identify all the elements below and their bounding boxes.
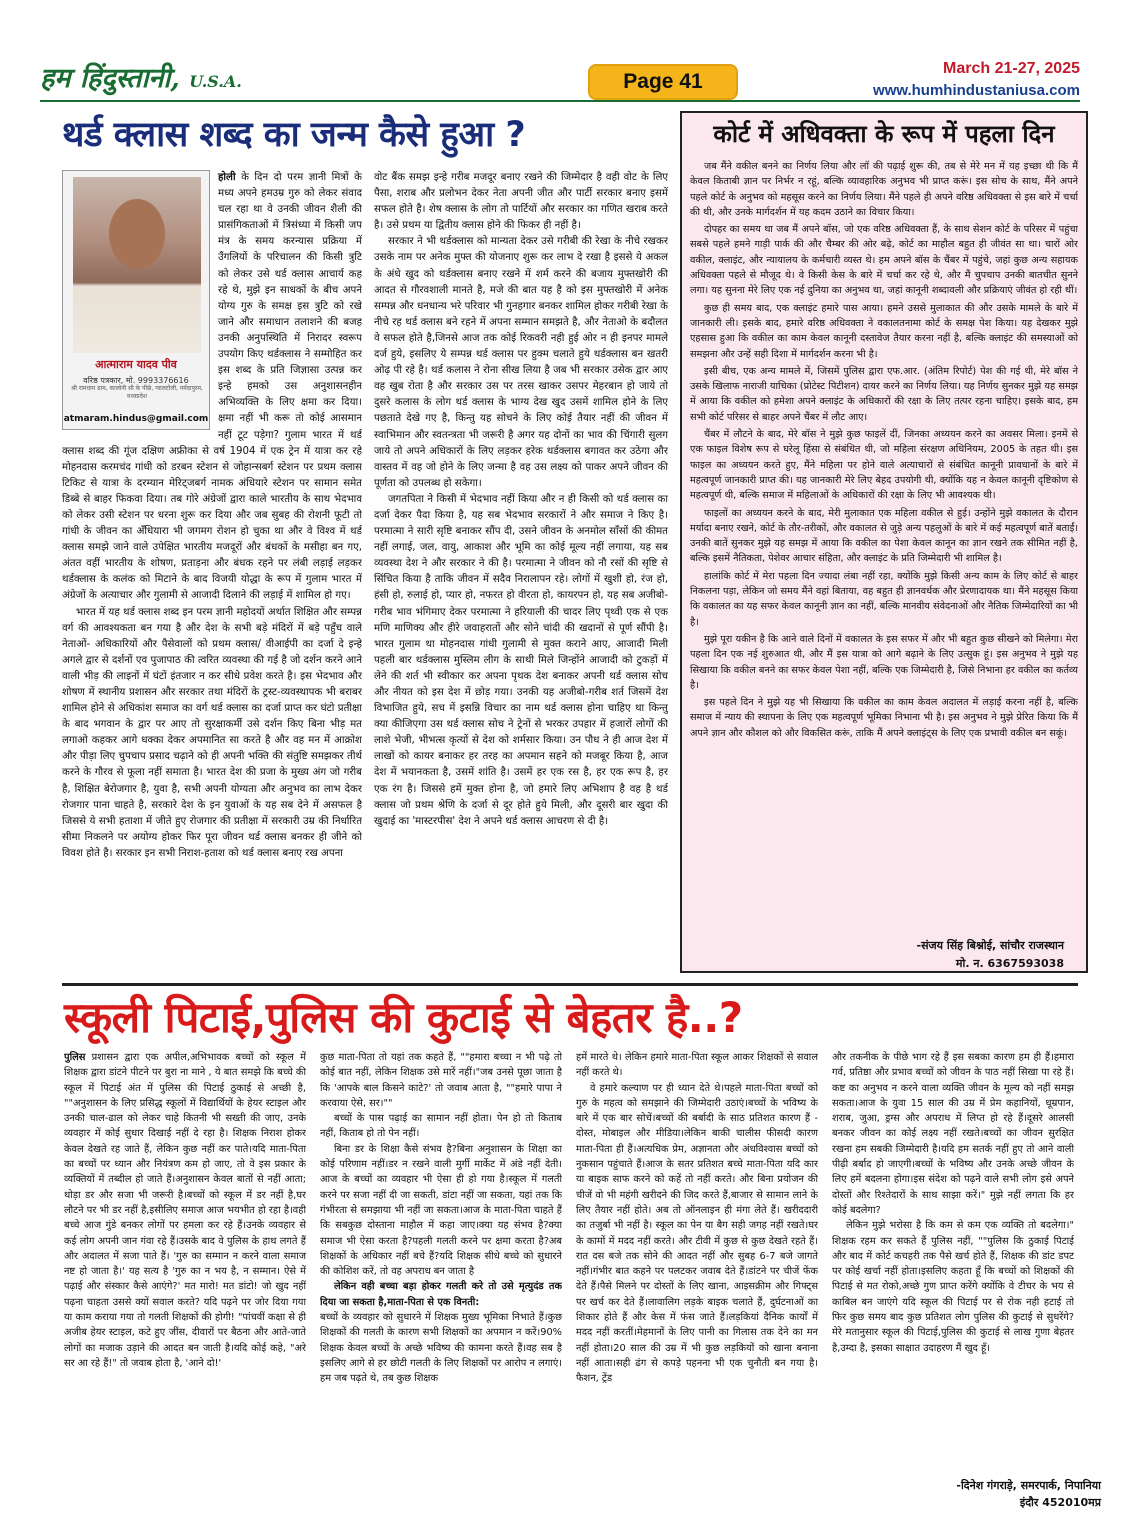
article3-text: प्रशासन द्वारा एक अपील,अभिभावक बच्चों को स्कूल में शिक्षक द्वारा डांटने पीटने पर बुरा ना माने , ये बात समझे कि बच्चे की स्कूल में पिटाई अंत में पुलिस की पिटाई ठुकाई से अच्छी है, ""अनुशासन के लिए प्रसिद्ध स्कूलों में विद्यार्थियों के हेयर स्टाइल और उनकी चाल-ढाल को लेकर चाहे कितनी भी सख्ती की जाए, उनके व्यवहार में कोई सुधार दिखाई नहीं दे रहा है। शिक्षक निराश होकर केवल देखते रह जाते हैं, लेकिन कुछ नहीं कर पाते।यदि माता-पिता का बच्चों पर ध्यान और नियंत्रण कम हो जाए, तो वे इस प्रकार के व्यक्तियों में तब्दील हो जाते हैं।अनुशासन केवल बातों से नहीं आता; थोड़ा डर और सजा भी जरूरी है।बच्चों को स्कूल में डर नहीं है,घर लौटने पर भी डर नहीं है,इसीलिए समाज आज भयभीत हो रहा है।वही बच्चे आज गुंडे बनकर लोगों पर हमला कर रहे हैं।उनके व्यवहार से कई लोग अपनी जान गंवा रहे हैं।उसके बाद वे पुलिस के हाथ लगते हैं और अदालत में सजा पाते हैं। 'गुरु का सम्मान न करने वाला समाज नष्ट हो जाता है।' यह सत्य है 'गुरु का न भय है, न सम्मान। ऐसे में पढ़ाई और संस्कार कैसे आएंगे?' मत मारो! मत डांटो! जो खुद नहीं पढ़ना चाहता उससे क्यों सवाल करते? यदि पढ़ने पर जोर दिया गया या काम कराया गया तो गलती शिक्षकों की होगी! "पांचवीं कक्षा से ही अजीब हेयर स्टाइल, कटे हुए जींस, दीवारों पर बैठना और आते-जाते लोगों का मजाक उड़ाने की आदत बन जाती है।यदि कोई कहे, "अरे सर आ रहे हैं!" तो जवाब होता है, 'आने दो!' (64, 1052, 306, 1369)
article3-headline: स्कूली पिटाई,पुलिस की कुटाई से बेहतर है..? (64, 993, 743, 1042)
article3-paragraph: हमें मारते थे। लेकिन हमारे माता-पिता स्कूल आकर शिक्षकों से सवाल नहीं करते थे। (576, 1052, 818, 1079)
author-name-caption: आत्माराम यादव पीव (95, 358, 177, 371)
section-divider (62, 983, 1078, 986)
article3-paragraph: और तकनीक के पीछे भाग रहे हैं इस सबका कारण हम ही हैं।हमारा गर्व, प्रतिष्ठा और प्रभाव बच्चों को जीवन के पाठ नहीं सिखा पा रहे हैं।कष्ट का अनुभव न करने वाला व्यक्ति जीवन के मूल्य को नहीं समझ सकता।आज के युवा 15 साल की उम्र में प्रेम कहानियों, धूम्रपान, शराब, जुआ, ड्रग्स और अपराध में लिप्त हो रहे हैं।दूसरे आलसी बनकर जीवन का कोई लक्ष्य नहीं रखते।बच्चों का जीवन सुरक्षित रखना हम सबकी जिम्मेदारी है।यदि हम सतर्क नहीं हुए तो आने वाली पीढ़ी बर्बाद हो जाएगी।बच्चों के भविष्य और उनके अच्छे जीवन के लिए हमें बदलना होगा।इस संदेश को पढ़ने वाले सभी लोग इसे अपने दोस्तों और रिश्तेदारों के साथ साझा करें।" मुझे नहीं लगता कि हर कोई बदलेगा? (832, 1052, 1074, 1216)
author-portrait-image (73, 177, 201, 353)
article3-subheading: लेकिन वही बच्चा बड़ा होकर गलती करे तो उसे मृत्युदंड तक दिया जा सकता है,माता-पिता से एक विनती: (320, 1281, 562, 1308)
masthead (40, 58, 242, 95)
author-address-caption: श्री रामधाम ग्राम, कालोनी सी के पीछे, ग्वालटोली, नर्मदापुरम, मध्यप्रदेश (71, 385, 203, 400)
article3-column-1 (64, 1050, 306, 1510)
article1-paragraph (62, 605, 362, 863)
article3-author: -दिनेश गंगराड़े, समरपार्क, निपानिया (956, 1479, 1101, 1492)
article2-paragraph: हालांकि कोर्ट में मेरा पहला दिन ज्यादा लंबा नहीं रहा, क्योंकि मुझे किसी अन्य काम के लिए कोर्ट से बाहर निकलना पड़ा, लेकिन जो समय मैंने वहां बिताया, वह बहुत ही ज्ञानवर्धक और प्रेरणादायक था। मैंने महसूस किया कि वकालत का यह सफर केवल कानूनी ज्ञान का नहीं, बल्कि मानवीय संवेदनाओं और नैतिक जिम्मेदारियों का भी है। (690, 570, 1078, 628)
article1-lead-word: होली (218, 172, 236, 183)
article2-body (690, 159, 1078, 919)
article3-column-2 (320, 1050, 562, 1510)
article2-paragraph: कुछ ही समय बाद, एक क्लाइंट हमारे पास आया। हमने उससे मुलाकात की और उसके मामले के बारे में जानकारी ली। इसके बाद, हमारे वरिष्ठ अधिवक्ता ने वकालतनामा कोर्ट के समक्ष पेश किया। यह देखकर मुझे एहसास हुआ कि वकील का काम केवल कानूनी दस्तावेज तैयार करना नहीं है, बल्कि क्लाइंट की समस्याओं को समझना और उन्हें सही दिशा में मार्गदर्शन करना भी है। (690, 302, 1078, 360)
author-role-caption: वरिष्ठ पत्रकार, मो. 9993376616 (83, 376, 189, 385)
article2-paragraph: जब मैंने वकील बनने का निर्णय लिया और लॉ की पढ़ाई शुरू की, तब से मेरे मन में यह इच्छा थी कि मैं केवल किताबी ज्ञान पर निर्भर न रहूं, बल्कि व्यावहारिक अनुभव भी प्राप्त करूं। इस सोच के साथ, मैंने अपने पहले कोर्ट के अनुभव को महसूस करने का निर्णय लिया। मैंने पहले ही अपने वरिष्ठ अधिवक्ता से इस बारे में चर्चा की थी, और उनके मार्गदर्शन में यह कदम उठाने का विचार किया। (690, 161, 1078, 218)
article2-paragraph: चैंबर में लौटने के बाद, मेरे बॉस ने मुझे कुछ फाइलें दीं, जिनका अध्ययन करने का अवसर मिला। इनमें से एक फाइल विशेष रूप से घरेलू हिंसा से संबंधित थी, जो महिला संरक्षण अधिनियम, 2005 के तहत थी। इस फाइल का अध्ययन करते हुए, मैंने महिला पर होने वाले अत्याचारों से संबंधित कानूनी प्रावधानों के बारे में महत्वपूर्ण जानकारी प्राप्त की। यह जानकारी मेरे लिए बेहद उपयोगी थी, क्योंकि यह न केवल कानूनी दृष्टिकोण से महत्वपूर्ण थी, बल्कि समाज में महिलाओं के अधिकारों की रक्षा के लिए भी आवश्यक थी। (690, 429, 1078, 502)
article1-column-2 (374, 170, 668, 974)
article3-paragraph: बिना डर के शिक्षा कैसे संभव है?बिना अनुशासन के शिक्षा का कोई परिणाम नहीं।डर न रखने वाली मुर्गी मार्केट में अंडे नहीं देती।आज के बच्चों का व्यवहार भी ऐसा ही हो गया है।स्कूल में गलती करने पर सजा नहीं दी जा सकती, डांटा नहीं जा सकता, यहां तक कि गंभीरता से समझाया भी नहीं जा सकता।आज के माता-पिता चाहते हैं कि सबकुछ दोस्ताना माहौल में कहा जाए।क्या यह संभव है?क्या समाज भी ऐसा करता है?पहली गलती करने पर क्षमा करता है?अब शिक्षकों के अधिकार नहीं बचे हैं?यदि शिक्षक सीधे बच्चे को सुधारने की कोशिश करें, तो वह अपराध बन जाता है (320, 1143, 562, 1278)
article2-paragraph: फाइलों का अध्ययन करने के बाद, मेरी मुलाकात एक महिला वकील से हुई। उन्होंने मुझे वकालत के दौरान मर्यादा बनाए रखने, कोर्ट के तौर-तरीकों, और वकालत से जुड़े अन्य पहलुओं के बारे में कई महत्वपूर्ण बातें बताईं। उनकी बातें सुनकर मुझे यह समझ में आया कि वकील का पेशा केवल कानून का ज्ञान रखने तक सीमित नहीं है, बल्कि इसमें नैतिकता, पेशेवर आचार संहिता, और क्लाइंट के प्रति जिम्मेदारी भी शामिल है। (690, 507, 1078, 565)
article3-paragraph: कुछ माता-पिता तो यहां तक कहते हैं, ""हमारा बच्चा न भी पढ़े तो कोई बात नहीं, लेकिन शिक्षक उसे मारें नहीं।"जब उनसे पूछा जाता है कि 'आपके बाल किसने काटे?' तो जवाब आता है, ""हमारे पापा ने करवाया ऐसे, सर।"" (320, 1052, 562, 1109)
article2-paragraph: मुझे पूरा यकीन है कि आने वाले दिनों में वकालत के इस सफर में और भी बहुत कुछ सीखने को मिलेगा। मेरा पहला दिन एक नई शुरुआत थी, और मैं इस यात्रा को आगे बढ़ाने के लिए उत्सुक हूं। इस अनुभव ने मुझे यह सिखाया कि वकील बनने का सफर केवल पेशा नहीं, बल्कि एक जिम्मेदारी है, जिसे निभाना हर वकील का कर्तव्य है। (690, 633, 1078, 691)
article2-paragraph: दोपहर का समय था जब मैं अपने बॉस, जो एक वरिष्ठ अधिवक्ता हैं, के साथ सेशन कोर्ट के परिसर में पहुंचा सबसे पहले हमने गाड़ी पार्क की और चैम्बर की ओर बढ़े, कोर्ट का माहौल बहुत ही जीवंत सा था। चारों ओर वकील, क्लाइंट, और न्यायालय के कर्मचारी व्यस्त थे। हम अपने बॉस के चैंबर में पहुंचे, जहां कुछ अन्य सहायक अधिवक्ता पहले से मौजूद थे। वे किसी केस के बारे में चर्चा कर रहे थे, और मैं चुपचाप उनकी बातचीत सुनने लगा। यह सुनना मेरे लिए एक नई दुनिया का अनुभव था, जहां कानूनी शब्दावली और प्रक्रियाएं जीवंत हो रही थीं। (690, 224, 1078, 297)
article1-column-1 (62, 170, 362, 974)
article1-paragraph: सरकार ने भी थर्डक्लास को मान्यता देकर उसे गरीबी की रेखा के नीचे रखकर उसके नाम पर अनेक मुफ्त की योजनाए शुरू कर लाभ दे रखा है इससे ये अकल के अंधे खुद को थर्डक्लास बनाए रखने में शर्म करने की बजाय मुफ्तखोरी की आदत से गौरवशाली मानते है, मजे की बात यह है को इस मुफ्तखोरी में अनेक सम्पन्न और धनधान्य भरे परिवार भी गुनहगार बनकर शामिल होकर गरीबी रेखा के नीचे रह थर्ड क्लास बने रहने में अपना सम्मान समझते है, और नेताओ के बदौलत वे सफल होते है,जिनसे आज तक कोई रिकवरी नही हुई ओर न ही इनपर मामले दर्ज हुये, इसलिए ये सम्पन्न थर्ड क्लास पर हुक्म चलाते हुये थर्डक्लास बन खतरी ओढ़ पी रहे है। थर्ड कलास ने रोना सीख लिया है जब भी सरकार उसेक द्वार आए वह खुब रोता है और सरकार उस पर तरस खाकर उसपर मेहरबान हो जाये तो दुसरे कलास के लोग थर्ड क्लास के भाग्य देख खुद उसमें शामिल होने के लिए पछताते देखे गए है, किन्तु यह सोचने के लिए कोई तैयार नहीं की जीवन में स्वाभिमान और स्वतन्त्रता भी जरूरी है अगर यह दोनों का भाव की चिंगारी सुलग जाये तो अपने अधिकारों के लिए लड़कर हरेक थर्डक्लास बगावत कर उठेगा और वास्तव में वह जो होने के लिए जन्मा है वह उस लक्ष्य को पाकर अपने जीवन की पूर्णता को उपलब्ध हो सकेगा। (374, 236, 668, 489)
article1-headline: थर्ड क्लास शब्द का जन्म कैसे हुआ ? (62, 115, 526, 155)
article2-phone: मो. न. 6367593038 (955, 957, 1064, 970)
article3-column-3 (576, 1050, 818, 1510)
author-photo (62, 170, 210, 430)
article1-text: भारत में यह थर्ड क्लास शब्द इन परम ज्ञानी महोदयों अर्थात शिक्षित और सम्पन्न वर्ग की आवश्यकता बन गया है और देश के सभी बड़े मंदिरों में बड़े पहुँच वाले नेताओं- अधिकारियों और पैसेवालों को प्रथम क्लास/ वीआईपी का दर्जा दे इन्हे अगले द्वार से दर्शनों एव पुजापाठ की त्वरित व्यवस्था की गई है जो दर्शन करने आने वाली भीड़ की लाइनों में घंटों इंतजार न कर सीधे प्रवेश करते है। इस भेदभाव और शोषण में स्थानीय प्रशासन और सरकार तथा मंदिरों के ट्रस्ट-व्यवस्थापक भी बराबर शामिल होने से अधिकांश समाज का वर्ग थर्ड क्लास का दर्जा प्राप्त कर घंटो प्रतीक्षा के बाद भगवान के द्वार पर आए तो सुरक्षाकर्मी उसे दर्शन किए बिना भीड़ मत लगाओ कहकर आगे धक्का देकर अपमानित सा करते है और वह मन में आक्रोश और पीड़ा लिए चुपचाप प्रसाद चढ़ाने को ही अपनी भक्ति की संतुष्टि समझकर तीर्थ करने के गौरव से फूला नहीं समाता है। भारत देश की प्रजा के मुख्य अंग जो गरीब है, शिक्षित बेरोजगार है, युवा है, सभी अपनी योग्यता और अनुभव का लाभ देकर रोजगार पाना चाहते है, सरकारे देश के इन युवाओं के यह सब देने में असफल है जिससे ये सभी हताशा में जीते हुए रोजगार की प्रतीक्षा में सरकारी उम्र की निर्धारित सीमा निकलने पर अयोग्य होकर फिर पूरा जीवन थर्ड क्लास बनकर ही जीने को विवश होते है। सरकार इन सभी निराश-हताश को थर्ड क्लास बनाए रख अपना (62, 606, 362, 859)
article3-paragraph (64, 1050, 306, 1371)
masthead-title: हम हिंदुस्तानी, (40, 63, 180, 94)
article2-paragraph: इस पहले दिन ने मुझे यह भी सिखाया कि वकील का काम केवल अदालत में लड़ाई करना नहीं है, बल्कि समाज में न्याय की स्थापना के लिए एक महत्वपूर्ण भूमिका निभाना भी है। इस अनुभव ने मुझे प्रेरित किया कि मैं अपने ज्ञान और कौशल को और विकसित करूं, ताकि मैं अपने क्लाइंट्स के लिए एक प्रभावी वकील बन सकूं। (690, 697, 1078, 739)
page-number-badge: Page 41 (588, 64, 738, 100)
page-header (40, 58, 1080, 110)
article3-body (64, 1050, 1076, 1510)
article1-paragraph: वोट बैंक समझ इन्हे गरीब मजदूर बनाए रखने की जिम्मेदार है वही वोट के लिए पैसा, शराब और प्रलोभन देकर नेता अपनी जीत और पार्टी सरकार बनाए इसमें सफल होते है। शेष क्लास के लोग तो पार्टियों और सरकार का गणित खराब करते है। उसे प्रथम या द्वितीय क्लास होने की फिकर ही नहीं है। (374, 172, 668, 232)
article3-paragraph: लेकिन मुझे भरोसा है कि कम से कम एक व्यक्ति तो बदलेगा।" शिक्षक रहम कर सकते हैं पुलिस नहीं, ""पुलिस कि ठुकाई पिटाई और बाद में कोर्ट कचहरी तक पैसे खर्च होते हैं, शिक्षक की डांट डपट पर कोई खर्चा नहीं होता।इसलिए कहता हूँ कि बच्चों को शिक्षकों की पिटाई से मत रोको,अच्छे गुण प्राप्त करेंगे क्योंकि वे टीचर के भय से काबिल बन जाएंगे यदि स्कूल की पिटाई पर से रोक नही हटाई तो फिर कुछ समय बाद कुछ प्रतिशत लोग पुलिस की कुटाई से सुधरेंगे?मेरे मतानुसार स्कूल की पिटाई,पुलिस की कुटाई से लाख गुणा बेहतर है,उम्दा है, इसका साक्षात उदाहरण मैं खुद हूँ। (832, 1220, 1074, 1354)
article2-box (680, 111, 1088, 973)
article3-author-city: इंदौर 452010मप्र (1019, 1496, 1101, 1509)
article3-column-4 (832, 1050, 1074, 1510)
website-link[interactable]: www.humhindustaniusa.com (873, 82, 1080, 99)
header-divider (40, 100, 1080, 102)
article1-paragraph: जगतपिता ने किसी में भेदभाव नहीं किया और न ही किसी को थर्ड क्लास का दर्जा देकर पैदा किया है, यह सब भेदभाव सरकारों ने और समाज ने किए है। परमात्मा ने सारी सृष्टि बनाकर सौंप दी, उसने जीवन के अनमोल साँसों की कीमत नहीं लगाई, जल, वायु, आकाश और भूमि का कोई मूल्य नहीं लगाया, यह सब व्यवस्था देश ने और सरकार ने की है। परमात्मा ने जीवन को नौ रसों की सृष्टि से सिंचित किया है ताकि जीवन में सदैव निरालापन रहे। लोगों में खुशी हो, रंज हो, हंसी हो, रुलाई हो, प्यार हो, नफरत हो वीरता हो, कायरपन हो, यह सब अजीबो-गरीब भाव भंगिमाए देकर परमात्मा ने हरियाली की चादर लिए पृथ्वी एक से एक मणि माणिक्य और हीरे जवाहरातों और सोने चांदी की खदानों से पूर्ण सौंपी है। भारत गुलाम था मोहनदास गांधी गुलामी से मुक्त कराने आए, आजादी मिली पहली बार थर्डक्लास मुस्लिम लीग के साथी मिले जिन्होंने आजादी को टुकड़ों में लेने की शर्त भी स्वीकार कर अपना पृथक देश बनाकर अपनी थर्ड क्लास सोच और नीयत को इस देश में छोड़ गया। उनकी यह अजीबो-गरीब शर्त जिसमें देश विभाजित हुये, सच में इसन्नि विचार का नाम थर्ड क्लास होना चाहिए था किन्तु क्या कीजिएगा उस थर्ड क्लास सोच ने ट्रेनों से भरकर उपहार में हजारों लोगों की लाशे भेजी, भीभत्स कृत्यों से देश को शर्मसार किया। उन पौध ने ही आज देश में लाखों को कायर बनाकर हर तरह का अपमान सहने को मजबूर किया है, आज देश में भयानकता है, उसमें शांति है। उसमें हर एक रस है, हर एक रूप है, हर एक रंग है। जिससे हमें मुक्त होना है, जो हमारे लिए अभिशाप है वह है थर्ड क्लास जो प्रथम श्रेणि के दर्जा से दूर होते हुये मिली, और दूसरी बार खुदा की खुदाई का 'मास्टरपीस' देश ने अपने थर्ड क्लास आचरण से दी है। (374, 493, 668, 827)
article3-paragraph: बच्चों के व्यवहार को सुधारने में शिक्षक मुख्य भूमिका निभाते हैं।कुछ शिक्षकों की गलती के कारण सभी शिक्षकों का अपमान न करें।90% शिक्षक केवल बच्चों के अच्छे भविष्य की कामना करते हैं।वह सब है इसलिए आगे से हर छोटी गलती के लिए शिक्षकों पर आरोप न लगाएं।हम जब पढ़ते थे, तब कुछ शिक्षक (320, 1312, 562, 1385)
article1-body (62, 170, 668, 974)
article2-headline: कोर्ट में अधिवक्ता के रूप में पहला दिन (713, 120, 1055, 148)
publication-date: March 21-27, 2025 (943, 60, 1080, 77)
article3-paragraph: वे हमारे कल्याण पर ही ध्यान देते थे।पहले माता-पिता बच्चों को गुरु के महत्व को समझाने की जिम्मेदारी उठाएं।बच्चों के भविष्य के बारे में एक बार सोचें।बच्चों की बर्बादी के साठ प्रतिशत कारण हैं - दोस्त, मोबाइल और मीडिया।लेकिन बाकी चालीस फीसदी कारण माता-पिता ही हैं।अत्यधिक प्रेम, अज्ञानता और अंधविश्वास बच्चों को नुकसान पहुंचाते हैं।आज के सतर प्रतिशत बच्चे माता-पिता यदि कार या बाइक साफ करने को कहें तो नहीं करते। और बिना प्रयोजन की चीजें वो भी महंगी खरीदने की जिद करते हैं,बाजार से सामान लाने के लिए तैयार नहीं होते। अब तो ऑनलाइन ही मंगा लेते हैं। खरीददारी का तजुर्बा भी नहीं है। स्कूल का पेन या बैग सही जगह नहीं रखते।घर के कामों में मदद नहीं करते। और टीवी में कुछ से कुछ देखते रहते हैं। रात दस बजे तक सोने की आदत नहीं और सुबह 6-7 बजे जागते नहीं।गंभीर बात कहने पर पलटकर जवाब देते हैं।डांटने पर चीजें फेंक देते हैं।पैसे मिलने पर दोस्तों के लिए खाना, आइसक्रीम और गिफ्ट्स पर खर्च कर देते हैं।लावालिग लड़के बाइक चलाते हैं, दुर्घटनाओं का शिकार होते हैं और केस में फंस जाते हैं।लड़कियां दैनिक कार्यों में मदद नहीं करतीं।मेहमानों के लिए पानी का गिलास तक देने का मन नहीं होता।20 साल की उम्र में भी कुछ लड़कियों को खाना बनाना नहीं आता।सही ढंग से कपड़े पहनना भी एक चुनौती बन गया है।फैशन, ट्रेंड (576, 1082, 818, 1385)
author-email-caption: atmaram.hindus@gmail.com (63, 414, 209, 424)
article1-text: के दिन दो परम ज्ञानी मित्रों के मध्य अपने हमउम्र गुरु को लेकर संवाद चल रहा था वे उनकी जीवन शैली की प्रासंगिकताओं में त्रिसंध्या में किसी जप मंत्र के समय करन्यास प्रक्रिया में उँगलियों के परिचालन की किसी त्रुटि को लेकर उसे थर्ड क्लास आचार्य कह रहे थे, मुझे इन साधकों के बीच अपने योग्य गुरु के समक्ष इस त्रुटि को रखे जाने और समाधान तलाशने की बजह उनकी अनुपस्थिति में निरादर स्वरूप उपयोग किए थर्डक्लास ने सम्मोहित कर इस शब्द के प्रति जिज्ञासा उत्पन्न कर इन्हे हमको उस अनुशासनहीन अभिव्यक्ति के लिए क्षमा कर दिया। क्षमा नहीं भी करू तो कोई आसमान नहीं टूट पड़ेगा? गुलाम भारत में थर्ड क्लास शब्द की गूंज दक्षिण अफ्रीका से वर्ष 1904 में एक ट्रेन में यात्रा कर रहे मोहनदास करमचंद गांधी को डरबन स्टेशन से जोहान्सबर्ग स्टेशन पर प्रथम क्लास टिकिट से यात्रा के दरम्यान मेरिट्जबर्ग नामक अंधियारे स्टेशन पर सामान समेत डिब्बे से बाहर फिकवा दिया। तब गोरे अंग्रेजों द्वारा काले भारतीय के साथ भेदभाव को लेकर उसी स्टेशन पर धरना शुरू कर दिया और जब सुबह की रोशनी फूटी तो गांधी के जीवन का अँधियारा भी जगमग रोशन हो चुका था और वे विश्व में थर्ड क्लास समझे जाने वाले उपेक्षित भारतीय मजदूरों और बंधकों के मसीहा बन गए, अंतत वहीं भारतीय के शोषण, प्रताड़ना और बंधक रहने पर लंबी लड़ाई लड़कर थर्डक्लास के कलंक को मिटाने के बाद विजयी योद्धा के रूप में गुलाम भारत में अंग्रेजों के अत्याचार और गुलामी से आजादी दिलाने की लड़ाई में शामिल हो गए। (62, 172, 362, 602)
article3-lead-word: पुलिस (64, 1052, 86, 1063)
article2-author: -संजय सिंह बिश्नोई, सांचौर राजस्थान (916, 939, 1064, 952)
masthead-suffix: U.S.A. (189, 72, 242, 91)
article2-paragraph: इसी बीच, एक अन्य मामले में, जिसमें पुलिस द्वारा एफ.आर. (अंतिम रिपोर्ट) पेश की गई थी, मेरे बॉस ने उसके खिलाफ नाराजी याचिका (प्रोटेस्ट पिटीशन) दायर करने का निर्णय लिया। यह निर्णय सुनकर मुझे यह समझ में आया कि वकील को हमेशा अपने क्लाइंट के अधिकारों की रक्षा के लिए तत्पर रहना चाहिए। इसके बाद, हम सभी कोर्ट परिसर से बाहर अपने चैंबर में लौट आए। (690, 365, 1078, 423)
article3-paragraph: बच्चों के पास पढ़ाई का सामान नहीं होता। पेन हो तो किताब नहीं, किताब हो तो पेन नहीं। (320, 1113, 562, 1140)
